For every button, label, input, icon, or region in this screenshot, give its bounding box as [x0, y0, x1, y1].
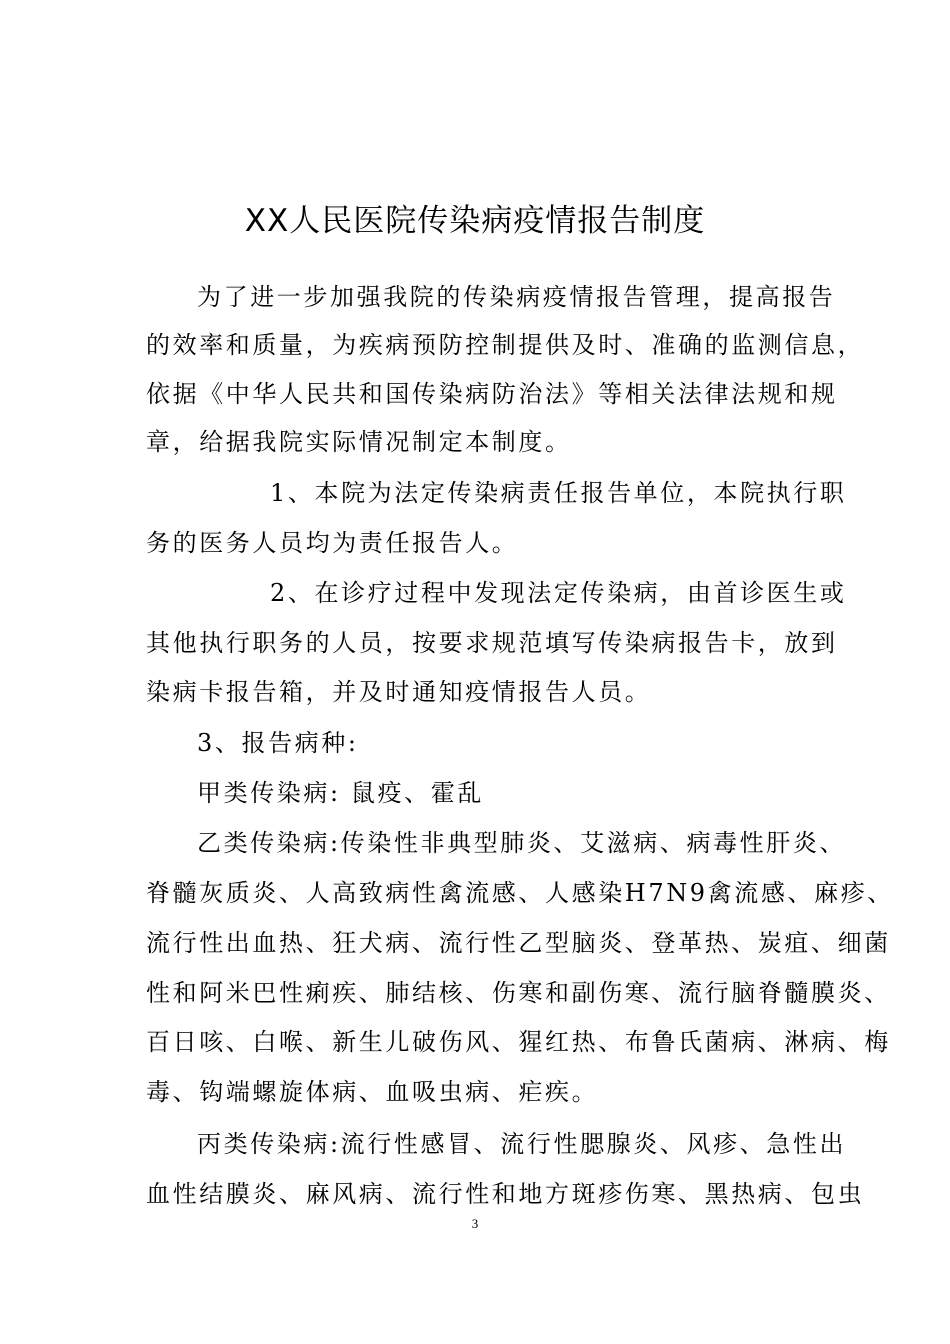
text-line: 血性结膜炎、麻风病、流行性和地方斑疹伤寒、黑热病、包虫 — [146, 1180, 865, 1208]
text-line: 的效率和质量，为疾病预防控制提供及时、准确的监测信息， — [146, 331, 865, 359]
text-line: 甲类传染病: 鼠疫、霍乱 — [197, 779, 484, 807]
text-line: 其他执行职务的人员，按要求规范填写传染病报告卡，放到 — [146, 629, 838, 657]
text-line: 章，给据我院实际情况制定本制度。 — [146, 428, 572, 456]
text-line: 为了进一步加强我院的传染病疫情报告管理，提高报告 — [197, 283, 836, 311]
text-line: 脊髓灰质炎、人高致病性禽流感、人感染H7N9禽流感、麻疹、 — [146, 879, 894, 907]
text-line: 流行性出血热、狂犬病、流行性乙型脑炎、登革热、炭疽、细菌 — [146, 929, 891, 957]
text-line: 乙类传染病:传染性非典型肺炎、艾滋病、病毒性肝炎、 — [197, 829, 847, 857]
text-line: 3、报告病种: — [197, 729, 359, 757]
text-line: 依据《中华人民共和国传染病防治法》等相关法律法规和规 — [146, 380, 838, 408]
text-line: 性和阿米巴性痢疾、肺结核、伤寒和副伤寒、流行脑脊髓膜炎、 — [146, 979, 891, 1007]
text-line: 染病卡报告箱，并及时通知疫情报告人员。 — [146, 678, 652, 706]
text-line: 百日咳、白喉、新生儿破伤风、猩红热、布鲁氏菌病、淋病、梅 — [146, 1028, 891, 1056]
text-line: 1、本院为法定传染病责任报告单位，本院执行职 — [270, 479, 847, 507]
text-line: 务的医务人员均为责任报告人。 — [146, 529, 519, 557]
page-number: 3 — [471, 1216, 479, 1231]
text-line: 丙类传染病:流行性感冒、流行性腮腺炎、风疹、急性出 — [197, 1130, 847, 1158]
text-line: 2、在诊疗过程中发现法定传染病，由首诊医生或 — [270, 579, 847, 607]
document-title: XX人民医院传染病疫情报告制度 — [244, 203, 706, 239]
text-line: 毒、钩端螺旋体病、血吸虫病、疟疾。 — [146, 1078, 599, 1106]
